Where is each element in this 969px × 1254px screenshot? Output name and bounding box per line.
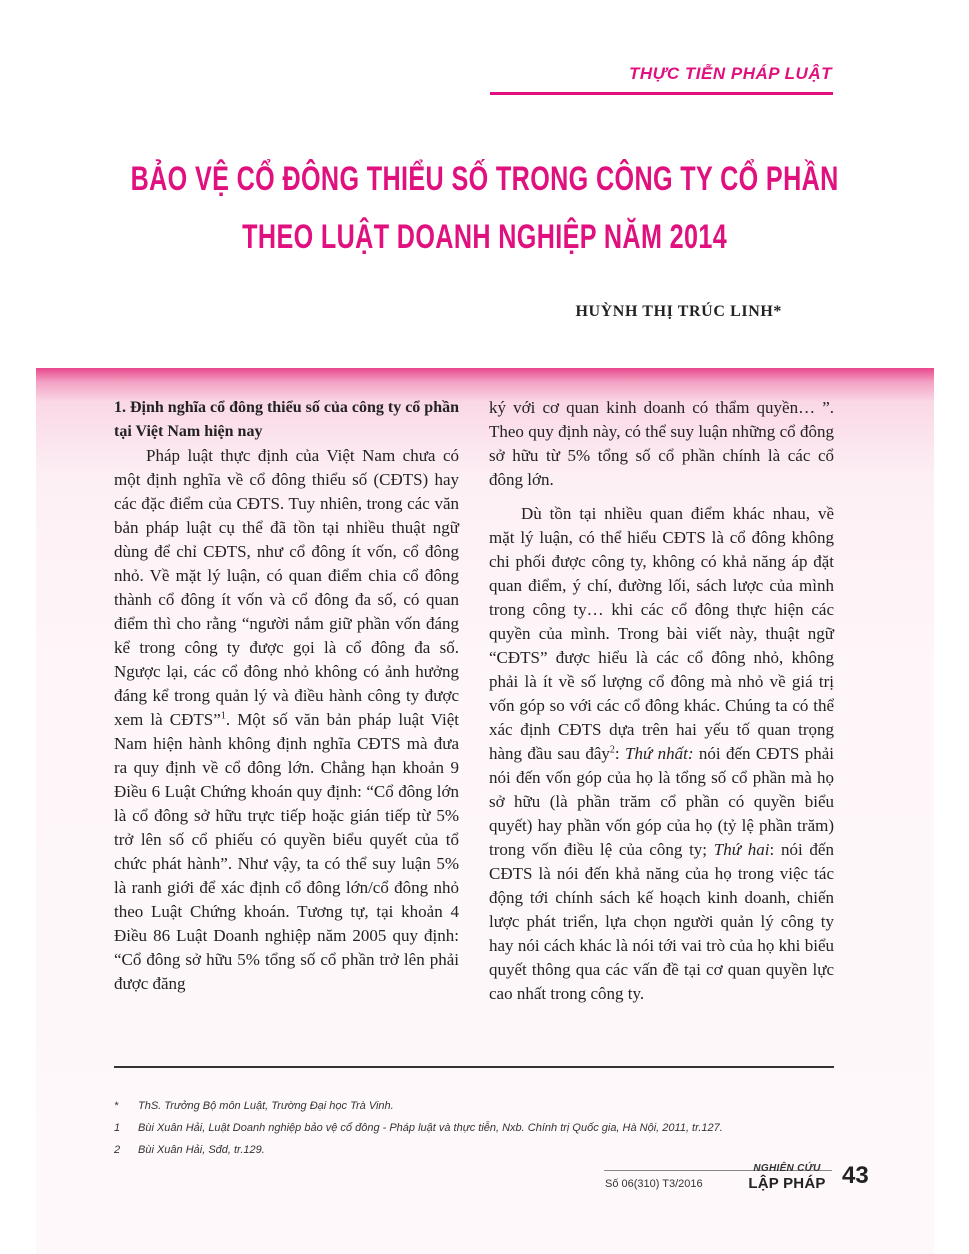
paragraph-2-text-a: Dù tồn tại nhiều quan điểm khác nhau, về mặt lý luận, có thể hiểu CĐTS là cổ đông không chi phối được công ty, không có khả năng áp đặt quan điểm, ý chí, đường lối, sách lược của mình trong công ty… khi các cổ đông thực hiện các quyền của mình. Trong bài viết này, thuật ngữ “CĐTS” được hiểu là các cổ đông nhỏ, không phải là ít về số lượng cổ đông mà nhỏ về giá trị vốn góp so với các cổ đông khác. Chúng ta có thể xác định CĐTS dựa trên hai yếu tố quan trọng hàng đầu sau đây [489, 504, 834, 763]
right-column [489, 396, 834, 1006]
journal-logo-bottom: LẬP PHÁP [748, 1175, 826, 1192]
footnote-text: ThS. Trưởng Bộ môn Luật, Trường Đại học Trà Vinh. [138, 1100, 394, 1112]
paragraph-2-italic-second: Thứ hai [713, 840, 770, 859]
paragraph-2-text-b: : [614, 744, 626, 763]
paragraph-2-text-c: nói đến CĐTS phải nói đến vốn góp của họ là tổng số cổ phần mà họ sở hữu (là phần trăm cổ phần có quyền biểu quyết) hay phần vốn góp của họ (tỷ lệ phần trăm) trong vốn điều lệ của công ty; [489, 744, 834, 859]
paragraph-2 [489, 502, 834, 1006]
footnote-item [114, 1144, 854, 1166]
paragraph-1-text-b: . Một số văn bản pháp luật Việt Nam hiện hành không định nghĩa CĐTS mà đưa ra quy định về cổ đông lớn. Chẳng hạn khoản 9 Điều 6 Luật Chứng khoán quy định: “Cổ đông lớn là cổ đông sở hữu trực tiếp hoặc gián tiếp từ 5% trở lên số cổ phiếu có quyền biểu quyết của tổ chức phát hành”. Như vậy, ta có thể suy luận 5% là ranh giới để xác định cổ đông lớn/cổ đông nhỏ theo Luật Chứng khoán. Tương tự, tại khoản 4 Điều 86 Luật Doanh nghiệp năm 2005 quy định: “Cổ đông sở hữu 5% tổng số cổ phần trở lên phải được đăng [114, 710, 459, 993]
paragraph-2-text-d: : nói đến CĐTS là nói đến khả năng của họ trong việc tác động tới chính sách kế hoạch kinh doanh, chiến lược phát triển, lựa chọn người quản lý công ty hay nói cách khác là nói tới vai trò của họ khi biểu quyết thông qua các vấn đề tại cơ quan quyền lực cao nhất trong công ty. [489, 840, 834, 1003]
article-title [126, 150, 843, 266]
section-label: THỰC TIỄN PHÁP LUẬT [629, 64, 832, 83]
footnote-ref-1: 1 [220, 710, 226, 722]
footnote-ref-2: 2 [609, 744, 615, 756]
paragraph-1-text-a: Pháp luật thực định của Việt Nam chưa có một định nghĩa về cổ đông thiểu số (CĐTS) hay các đặc điểm của CĐTS. Tuy nhiên, trong các văn bản pháp luật cụ thể đã tồn tại nhiều thuật ngữ dùng để chỉ CĐTS, như cổ đông ít vốn, cổ đông nhỏ. Về mặt lý luận, có quan điểm chia cổ đông thành cổ đông ít vốn và cổ đông đa số, có quan điểm thì cho rằng “người nắm giữ phần vốn đáng kể trong công ty được gọi là cổ đông đa số. Ngược lại, các cổ đông nhỏ không có ảnh hưởng đáng kể trong quản lý và điều hành công ty được xem là CĐTS” [114, 446, 459, 729]
footnote-text: Bùi Xuân Hải, Luật Doanh nghiệp bảo vệ cổ đông - Pháp luật và thực tiễn, Nxb. Chính trị Quốc gia, Hà Nội, 2011, tr.127. [138, 1122, 723, 1134]
footnote-mark: * [114, 1100, 119, 1112]
section-divider [490, 92, 833, 95]
issue-info: Số 06(310) T3/2016 [605, 1178, 703, 1190]
section-heading: 1. Định nghĩa cổ đông thiểu số của công ty cổ phần tại Việt Nam hiện nay [114, 399, 459, 440]
author-name: HUỲNH THỊ TRÚC LINH* [575, 303, 782, 320]
journal-logo [742, 1164, 832, 1191]
footnote-text: Bùi Xuân Hải, Sđd, tr.129. [138, 1144, 265, 1156]
article-title-line-2: THEO LUẬT DOANH NGHIỆP NĂM 2014 [242, 218, 728, 256]
footnote-mark: 2 [114, 1144, 121, 1156]
footnote-divider [114, 1066, 834, 1068]
article-title-line-1: BẢO VỆ CỔ ĐÔNG THIỂU SỐ TRONG CÔNG TY CỔ PHẦN [130, 160, 839, 198]
page-number: 43 [842, 1162, 869, 1189]
paragraph-1 [114, 444, 459, 996]
left-column [114, 396, 459, 996]
paragraph-2-italic-first: Thứ nhất: [625, 744, 694, 763]
footnote-item [114, 1100, 854, 1122]
footnote-mark: 1 [114, 1122, 121, 1134]
footnote-item [114, 1122, 854, 1144]
footnotes [114, 1100, 854, 1166]
journal-logo-top: NGHIÊN CỨU [753, 1163, 821, 1174]
paragraph-1-continued: ký với cơ quan kinh doanh có thẩm quyền… ”. Theo quy định này, có thể suy luận những cổ đông sở hữu từ 5% tổng số cổ phần chính là các cổ đông lớn. [489, 398, 834, 489]
